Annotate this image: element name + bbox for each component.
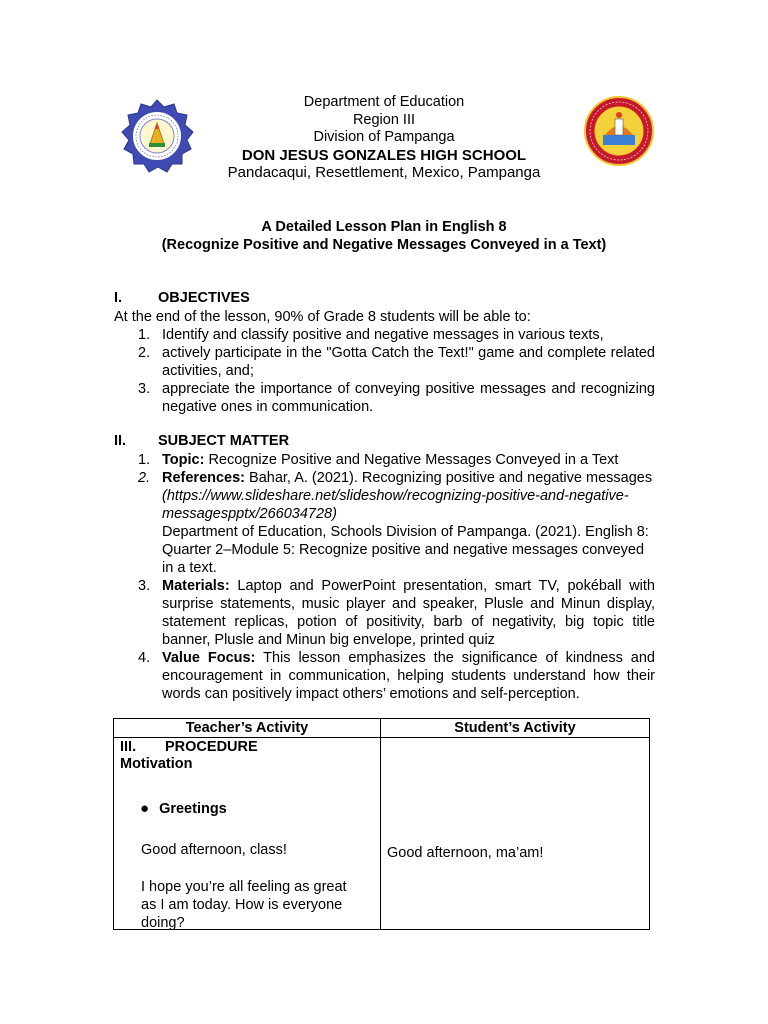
- document-header: [114, 94, 654, 182]
- list-item: 2. actively participate in the "Gotta Catch the Text!" game and complete related activities, and;: [138, 345, 655, 379]
- student-activity-header: Student’s Activity: [381, 719, 650, 738]
- subject-number: II.: [114, 433, 127, 449]
- activity-table: [113, 718, 650, 930]
- references-item: 2. References: Bahar, A. (2021). Recognizing positive and negative messages (https://www.slideshare.net/slideshow/recognizing-positive-and-negative-messagespptx/266034728) Department of Education, Schools Division of Pampanga. (2021). English 8: Quarter 2–Module 5: Recognize positive and negative messages conveyed in a text.: [138, 470, 653, 576]
- school-address: Pandacaqui, Resettlement, Mexico, Pampanga: [227, 164, 541, 181]
- objectives-number: I.: [114, 290, 123, 306]
- objectives-heading: [114, 290, 250, 306]
- title-line-2: (Recognize Positive and Negative Messages Conveyed in a Text): [161, 237, 607, 253]
- objectives-intro: At the end of the lesson, 90% of Grade 8 students will be able to:: [114, 309, 531, 325]
- subject-title: SUBJECT MATTER: [158, 433, 290, 449]
- procedure-block: III. PROCEDURE Motivation: [120, 739, 258, 772]
- teacher-activity-cell: [114, 738, 381, 930]
- subject-heading: [114, 433, 289, 449]
- reference-2: Department of Education, Schools Division of Pampanga. (2021). English 8: Quarter 2–Module 5: Recognize positive and negative messages conveyed in a text.: [162, 524, 649, 576]
- teacher-greeting: Good afternoon, class!: [141, 842, 287, 858]
- subject-list: [114, 451, 655, 703]
- motivation-heading: Motivation: [120, 756, 193, 772]
- objectives-list: [114, 326, 655, 416]
- school-name: DON JESUS GONZALES HIGH SCHOOL: [241, 146, 527, 164]
- lesson-title: [114, 218, 654, 254]
- reference-url: (https://www.slideshare.net/slideshow/recognizing-positive-and-negative-messagespptx/266034728): [162, 488, 629, 522]
- table-header-row: [114, 719, 650, 738]
- teacher-question: I hope you’re all feeling as great as I am today. How is everyone doing?: [141, 879, 347, 931]
- student-greeting: Good afternoon, ma’am!: [387, 845, 544, 861]
- bullet-icon: ●: [140, 800, 150, 817]
- topic-item: 1. Topic: Recognize Positive and Negative Messages Conveyed in a Text: [138, 452, 619, 468]
- region-line: Region III: [352, 111, 416, 128]
- teacher-activity-header: Teacher’s Activity: [114, 719, 381, 738]
- table-row: [114, 738, 650, 930]
- student-activity-cell: [381, 738, 650, 930]
- greetings-item: ● Greetings: [140, 800, 227, 817]
- list-item: 3. appreciate the importance of conveying positive messages and recognizing negative ones in communication.: [138, 381, 655, 415]
- division-line: Division of Pampanga: [313, 129, 455, 145]
- objectives-title: OBJECTIVES: [158, 290, 250, 306]
- value-focus-item: 4. Value Focus: This lesson emphasizes the significance of kindness and encouragement in communication, helping students understand how their words can positively impact others’ emotions and self-perception.: [138, 650, 655, 702]
- materials-item: 3. Materials: Laptop and PowerPoint presentation, smart TV, pokéball with surprise statements, music player and speaker, Plusle and Minun display, statement replicas, potion of positivity, barb of negativity, big topic title banner, Plusle and Minun big envelope, printed quiz: [138, 578, 655, 648]
- list-item: 1. Identify and classify positive and negative messages in various texts,: [138, 327, 604, 343]
- title-line-1: A Detailed Lesson Plan in English 8: [261, 219, 507, 235]
- procedure-heading: PROCEDURE: [165, 739, 258, 755]
- department-line: Department of Education: [303, 94, 465, 110]
